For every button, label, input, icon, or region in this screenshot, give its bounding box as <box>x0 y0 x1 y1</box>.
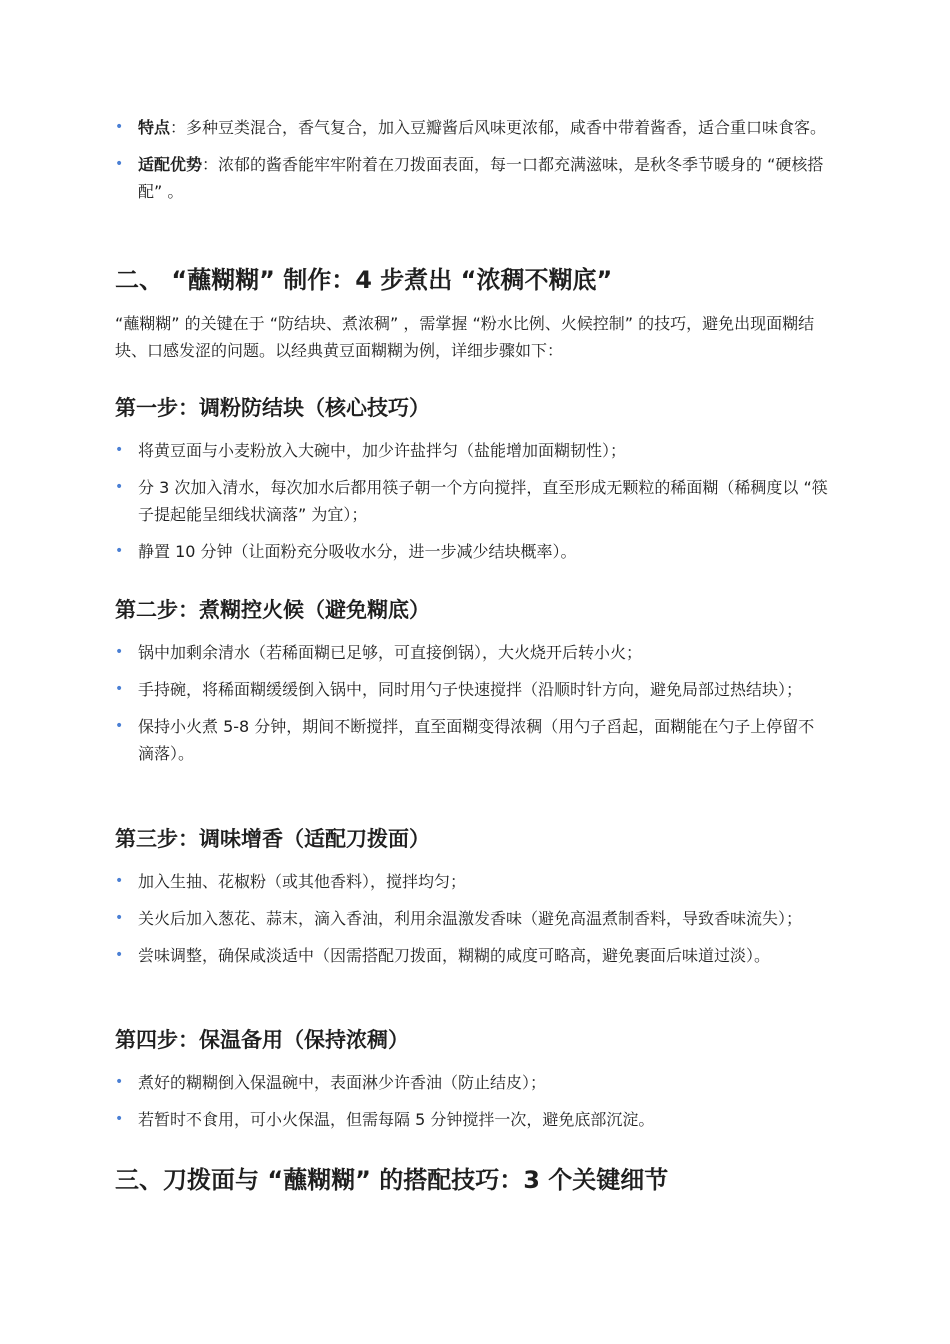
bullet-icon: • <box>115 479 124 495</box>
bullet-icon: • <box>115 681 124 697</box>
section3-heading: 三、刀拨面与 “蘸糊糊” 的搭配技巧：3 个关键细节 <box>115 1166 669 1194</box>
bullet-icon: • <box>115 1074 124 1090</box>
list-item <box>115 639 828 666</box>
list-item <box>115 676 828 703</box>
item-text: 静置 10 分钟（让面粉充分吸收水分，进一步减少结块概率）。 <box>138 542 577 561</box>
item-text: 多种豆类混合，香气复合，加入豆瓣酱后风味更浓郁，咸香中带着酱香，适合重口味食客。 <box>186 118 827 137</box>
step2-heading: 第二步：煮糊控火候（避免糊底） <box>115 598 430 622</box>
list-item <box>115 905 828 932</box>
list-item <box>115 538 828 565</box>
item-label: 特点 <box>138 118 171 137</box>
step3-heading: 第三步：调味增香（适配刀拨面） <box>115 827 430 851</box>
section2-heading: 二、 “蘸糊糊” 制作：4 步煮出 “浓稠不糊底” <box>115 266 613 294</box>
item-text: 分 3 次加入清水，每次加水后都用筷子朝一个方向搅拌，直至形成无颗粒的稀面糊（稀稠度以 “筷子提起能呈细线状滴落” 为宜）； <box>138 478 828 524</box>
item-text: 煮好的糊糊倒入保温碗中，表面淋少许香油（防止结皮）； <box>138 1073 547 1092</box>
list-item <box>115 474 828 528</box>
section1-feature-list <box>115 114 828 205</box>
bullet-icon: • <box>115 947 124 963</box>
step4-heading: 第四步：保温备用（保持浓稠） <box>115 1028 409 1052</box>
bullet-icon: • <box>115 156 124 172</box>
item-text: 加入生抽、花椒粉（或其他香料），搅拌均匀； <box>138 872 467 891</box>
step1-list <box>115 437 828 565</box>
bullet-icon: • <box>115 442 124 458</box>
step4-list <box>115 1069 828 1133</box>
bullet-icon: • <box>115 1111 124 1127</box>
list-item <box>115 114 828 141</box>
bullet-icon: • <box>115 718 124 734</box>
list-item <box>115 713 828 767</box>
list-item <box>115 868 828 895</box>
bullet-icon: • <box>115 644 124 660</box>
bullet-icon: • <box>115 543 124 559</box>
list-item <box>115 437 828 464</box>
item-separator: ： <box>170 118 187 137</box>
bullet-icon: • <box>115 910 124 926</box>
item-text: 锅中加剩余清水（若稀面糊已足够，可直接倒锅），大火烧开后转小火； <box>138 643 643 662</box>
list-item <box>115 1069 828 1096</box>
item-text: 尝味调整，确保咸淡适中（因需搭配刀拨面，糊糊的咸度可略高，避免裹面后味道过淡）。 <box>138 946 771 965</box>
step2-list <box>115 639 828 767</box>
item-separator: ： <box>202 155 219 174</box>
item-text: 保持小火煮 5-8 分钟，期间不断搅拌，直至面糊变得浓稠（用勺子舀起，面糊能在勺子上停留不滴落）。 <box>138 717 815 763</box>
bullet-icon: • <box>115 119 124 135</box>
item-text: 若暂时不食用，可小火保温，但需每隔 5 分钟搅拌一次，避免底部沉淀。 <box>138 1110 655 1129</box>
bullet-icon: • <box>115 873 124 889</box>
item-text: 关火后加入葱花、蒜末，滴入香油，利用余温激发香味（避免高温煮制香料，导致香味流失）； <box>138 909 803 928</box>
list-item <box>115 942 858 969</box>
step1-heading: 第一步：调粉防结块（核心技巧） <box>115 396 430 420</box>
item-label: 适配优势 <box>138 155 203 174</box>
item-text: 将黄豆面与小麦粉放入大碗中，加少许盐拌匀（盐能增加面糊韧性）； <box>138 441 627 460</box>
item-text: 浓郁的酱香能牢牢附着在刀拨面表面，每一口都充满滋味，是秋冬季节暖身的 “硬核搭配” 。 <box>138 155 824 201</box>
section2-intro: “蘸糊糊” 的关键在于 “防结块、煮浓稠” ，需掌握 “粉水比例、火候控制” 的技巧，避免出现面糊结块、口感发涩的问题。以经典黄豆面糊糊为例，详细步骤如下： <box>115 314 815 360</box>
step3-list <box>115 868 858 969</box>
list-item <box>115 151 828 205</box>
item-text: 手持碗，将稀面糊缓缓倒入锅中，同时用勺子快速搅拌（沿顺时针方向，避免局部过热结块）； <box>138 680 803 699</box>
list-item <box>115 1106 828 1133</box>
